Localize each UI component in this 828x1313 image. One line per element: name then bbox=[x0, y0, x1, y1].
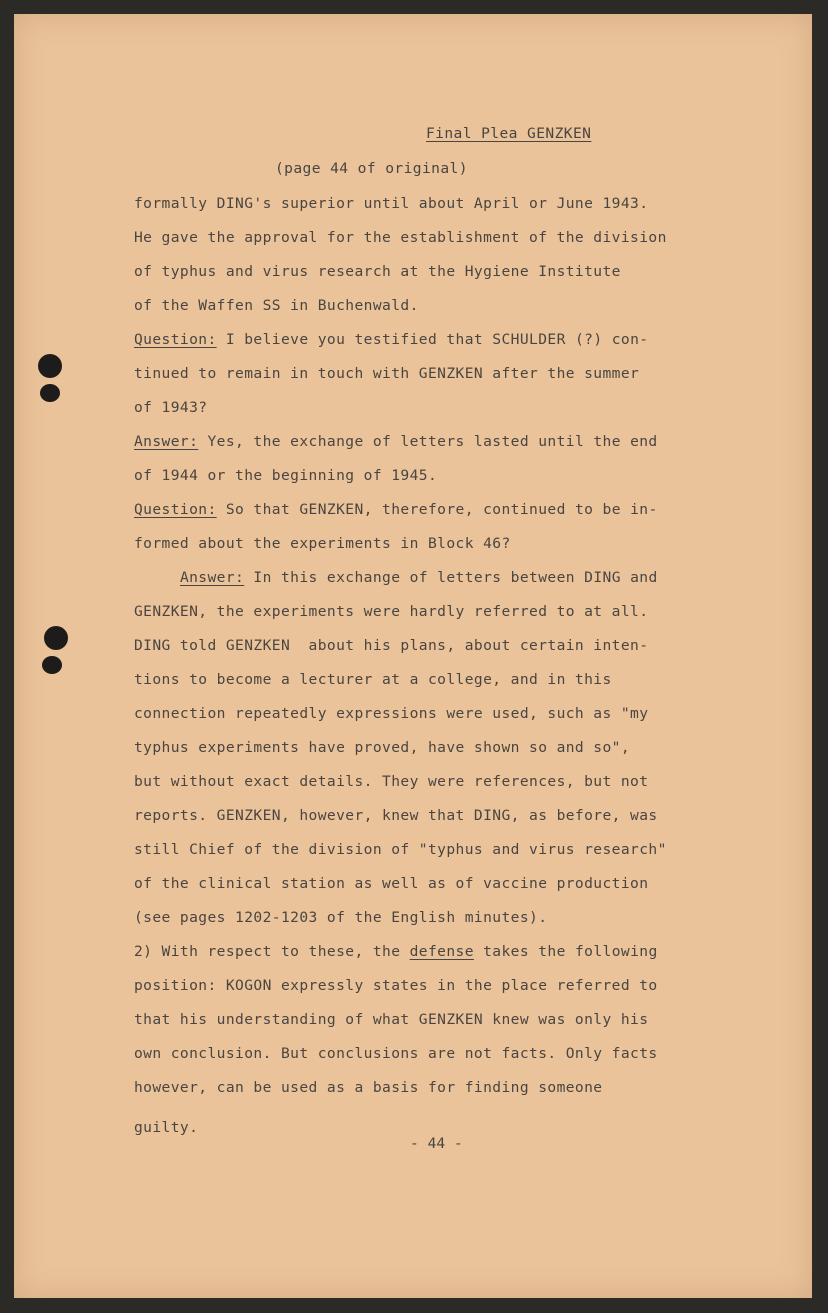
body-line: still Chief of the division of "typhus and virus research" bbox=[134, 841, 667, 858]
question-text: I believe you testified that SCHULDER (?) con- bbox=[216, 331, 649, 348]
body-line: reports. GENZKEN, however, knew that DING, as before, was bbox=[134, 807, 658, 824]
question-line bbox=[134, 500, 658, 520]
punch-hole-bottom-2 bbox=[42, 656, 62, 674]
body-line: of the clinical station as well as of vaccine production bbox=[134, 875, 649, 892]
answer-line bbox=[134, 432, 658, 452]
punch-hole-bottom-1 bbox=[44, 626, 68, 650]
answer-text: Yes, the exchange of letters lasted until the end bbox=[198, 433, 658, 450]
question-line bbox=[134, 330, 648, 350]
body-line: of 1944 or the beginning of 1945. bbox=[134, 467, 438, 484]
body-line: (see pages 1202-1203 of the English minutes). bbox=[134, 909, 548, 926]
punch-hole-top-1 bbox=[38, 354, 62, 378]
body-line: but without exact details. They were references, but not bbox=[134, 773, 649, 790]
body-line: He gave the approval for the establishment of the division bbox=[134, 229, 667, 246]
underlined-word: defense bbox=[409, 943, 474, 960]
body-line: position: KOGON expressly states in the place referred to bbox=[134, 977, 658, 994]
answer-indent bbox=[134, 569, 180, 586]
body-line: own conclusion. But conclusions are not facts. Only facts bbox=[134, 1045, 658, 1062]
body-line: typhus experiments have proved, have shown so and so", bbox=[134, 739, 631, 756]
line-start: 2) With respect to these, the bbox=[134, 943, 410, 960]
body-line: of typhus and virus research at the Hygiene Institute bbox=[134, 263, 621, 280]
body-line: guilty. bbox=[134, 1119, 199, 1136]
title-text: Final Plea GENZKEN bbox=[426, 125, 592, 142]
page-number: - 44 - bbox=[410, 1135, 463, 1152]
line-end: takes the following bbox=[473, 943, 658, 960]
body-line: of the Waffen SS in Buchenwald. bbox=[134, 297, 419, 314]
question-label: Question: bbox=[134, 331, 217, 348]
body-line: DING told GENZKEN about his plans, about certain inten- bbox=[134, 637, 649, 654]
body-line: tinued to remain in touch with GENZKEN after the summer bbox=[134, 365, 640, 382]
body-line: tions to become a lecturer at a college, and in this bbox=[134, 671, 612, 688]
body-line: formally DING's superior until about April or June 1943. bbox=[134, 195, 649, 212]
answer-label: Answer: bbox=[179, 569, 245, 586]
answer-label: Answer: bbox=[134, 433, 199, 450]
punch-hole-top-2 bbox=[40, 384, 60, 402]
answer-line bbox=[134, 568, 658, 588]
answer-text: In this exchange of letters between DING and bbox=[244, 569, 658, 586]
body-line: that his understanding of what GENZKEN knew was only his bbox=[134, 1011, 649, 1028]
question-text: So that GENZKEN, therefore, continued to be in- bbox=[216, 501, 658, 518]
document-title bbox=[426, 124, 591, 144]
body-line: formed about the experiments in Block 46? bbox=[134, 535, 511, 552]
page-reference: (page 44 of original) bbox=[275, 160, 468, 177]
body-line: of 1943? bbox=[134, 399, 208, 416]
body-line: however, can be used as a basis for finding someone bbox=[134, 1079, 603, 1096]
question-label: Question: bbox=[134, 501, 217, 518]
body-line: GENZKEN, the experiments were hardly referred to at all. bbox=[134, 603, 649, 620]
body-line bbox=[134, 942, 658, 962]
body-line: connection repeatedly expressions were used, such as "my bbox=[134, 705, 649, 722]
